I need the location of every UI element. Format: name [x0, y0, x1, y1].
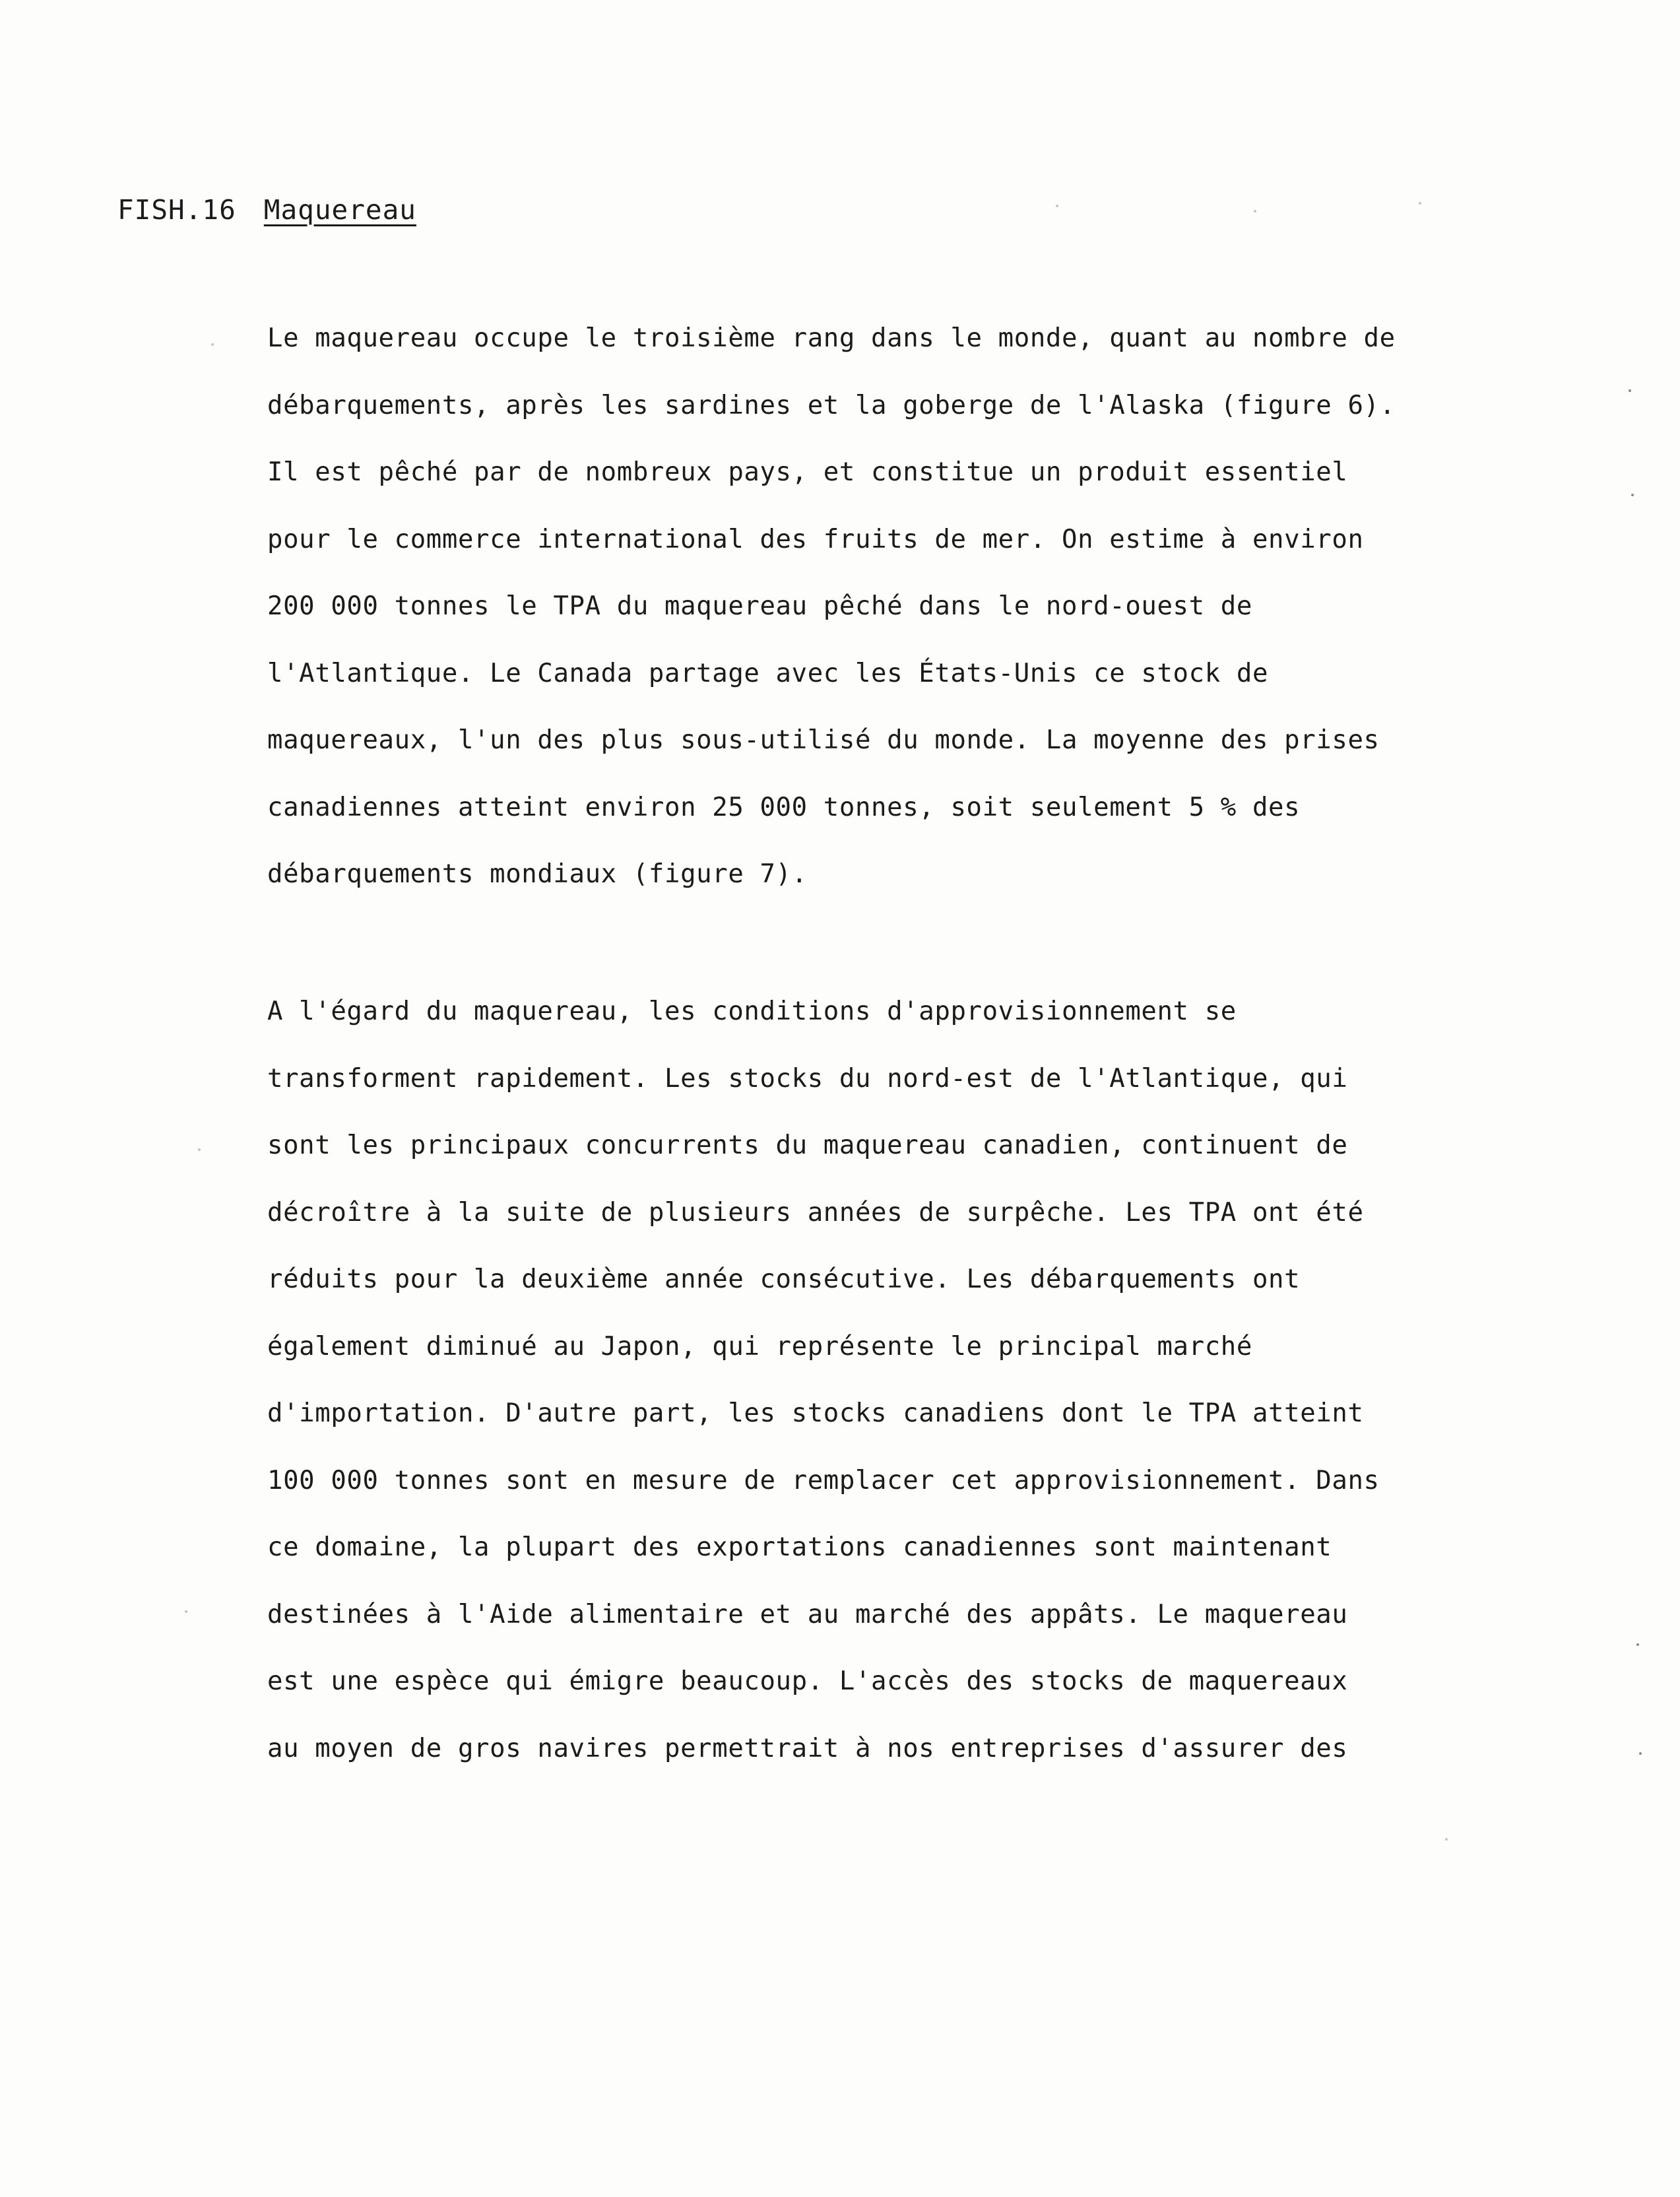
text-line: 200 000 tonnes le TPA du maquereau pêché dans le nord-ouest de: [267, 591, 1252, 621]
text-line: débarquements, après les sardines et la goberge de l'Alaska (figure 6).: [267, 390, 1396, 420]
text-line: d'importation. D'autre part, les stocks canadiens dont le TPA atteint: [267, 1398, 1364, 1428]
text-line: 100 000 tonnes sont en mesure de remplacer cet approvisionnement. Dans: [267, 1465, 1380, 1495]
scan-speck: [1639, 1752, 1642, 1755]
scan-speck: [1254, 210, 1256, 213]
section-title: Maquereau: [263, 194, 416, 226]
text-line: l'Atlantique. Le Canada partage avec les États-Unis ce stock de: [267, 658, 1269, 688]
scan-speck: [211, 343, 214, 346]
text-line: destinées à l'Aide alimentaire et au marché des appâts. Le maquereau: [267, 1599, 1348, 1629]
scan-speck: [1419, 202, 1421, 205]
scan-speck: [1056, 205, 1058, 207]
scan-speck: [1631, 494, 1634, 496]
paragraph-1: [267, 305, 1455, 908]
text-line: au moyen de gros navires permettrait à nos entreprises d'assurer des: [267, 1733, 1348, 1763]
scan-speck: [185, 1610, 187, 1613]
text-line: décroître à la suite de plusieurs années de surpêche. Les TPA ont été: [267, 1197, 1364, 1228]
text-line: débarquements mondiaux (figure 7).: [267, 859, 808, 889]
text-line: maquereaux, l'un des plus sous-utilisé du monde. La moyenne des prises: [267, 725, 1380, 755]
text-line: Il est pêché par de nombreux pays, et constitue un produit essentiel: [267, 457, 1348, 487]
text-line: A l'égard du maquereau, les conditions d'approvisionnement se: [267, 997, 1237, 1026]
text-line: Le maquereau occupe le troisième rang dans le monde, quant au nombre de: [267, 323, 1396, 353]
text-line: transforment rapidement. Les stocks du nord-est de l'Atlantique, qui: [267, 1063, 1348, 1094]
section-code: FISH.16: [117, 194, 236, 226]
text-line: canadiennes atteint environ 25 000 tonnes, soit seulement 5 % des: [267, 792, 1301, 822]
text-line: pour le commerce international des fruits de mer. On estime à environ: [267, 524, 1364, 554]
paragraph-2: [267, 978, 1455, 1782]
text-line: est une espèce qui émigre beaucoup. L'accès des stocks de maquereaux: [267, 1666, 1348, 1696]
text-line: réduits pour la deuxième année consécutive. Les débarquements ont: [267, 1264, 1301, 1294]
scan-speck: [1636, 1643, 1639, 1646]
text-line: également diminué au Japon, qui représente le principal marché: [267, 1331, 1252, 1361]
scan-speck: [198, 1148, 201, 1151]
section-heading: [117, 190, 416, 230]
text-line: sont les principaux concurrents du maquereau canadien, continuent de: [267, 1131, 1348, 1160]
scan-speck: [1445, 1838, 1448, 1841]
text-line: ce domaine, la plupart des exportations canadiennes sont maintenant: [267, 1532, 1332, 1562]
scan-speck: [1629, 389, 1631, 392]
